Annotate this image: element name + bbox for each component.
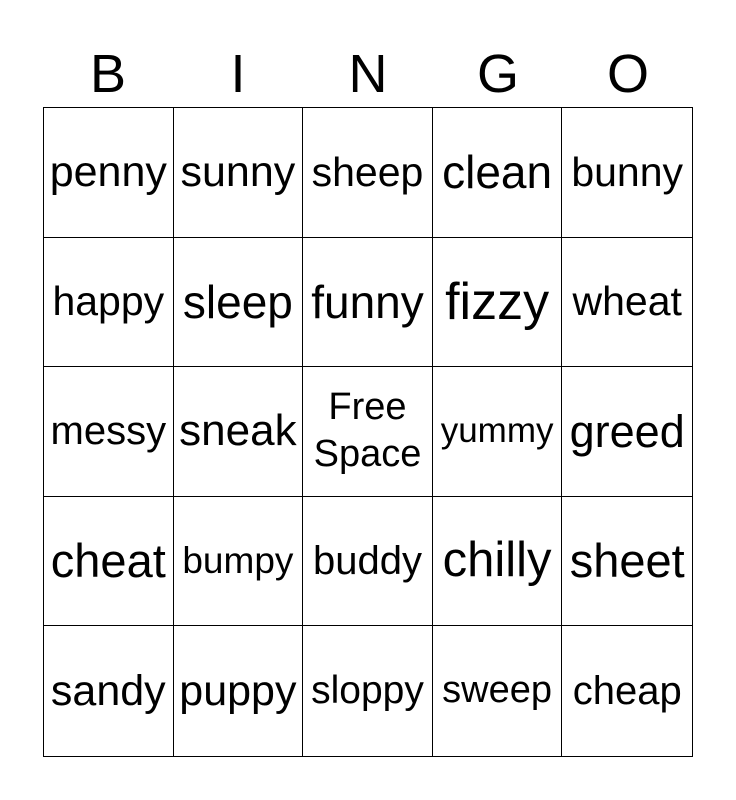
bingo-cell[interactable]: yummy xyxy=(433,367,563,497)
bingo-cell[interactable]: happy xyxy=(44,238,174,368)
bingo-cell[interactable]: sloppy xyxy=(303,626,433,756)
header-letter-b: B xyxy=(89,44,127,104)
bingo-cell[interactable]: clean xyxy=(433,108,563,238)
bingo-cell[interactable]: sweep xyxy=(433,626,563,756)
bingo-board xyxy=(43,107,693,757)
bingo-cell[interactable]: messy xyxy=(44,367,174,497)
bingo-cell[interactable]: sleep xyxy=(174,238,304,368)
bingo-cell[interactable]: buddy xyxy=(303,497,433,627)
bingo-cell[interactable]: funny xyxy=(303,238,433,368)
bingo-cell[interactable]: fizzy xyxy=(433,238,563,368)
bingo-cell[interactable]: wheat xyxy=(562,238,692,368)
header-letter-n: N xyxy=(348,44,388,104)
header-letter-i: I xyxy=(230,44,246,104)
header-letter-g: G xyxy=(476,44,519,104)
bingo-cell[interactable]: puppy xyxy=(174,626,304,756)
bingo-cell[interactable]: chilly xyxy=(433,497,563,627)
bingo-cell[interactable]: sheep xyxy=(303,108,433,238)
bingo-cell[interactable]: cheat xyxy=(44,497,174,627)
bingo-cell-free-space[interactable]: Free Space xyxy=(303,367,433,497)
bingo-cell[interactable]: bumpy xyxy=(174,497,304,627)
bingo-cell[interactable]: sandy xyxy=(44,626,174,756)
bingo-cell[interactable]: greed xyxy=(562,367,692,497)
bingo-cell[interactable]: sunny xyxy=(174,108,304,238)
bingo-cell[interactable]: cheap xyxy=(572,669,682,714)
bingo-cell[interactable]: sneak xyxy=(174,367,304,497)
bingo-cell[interactable]: sheet xyxy=(562,497,692,627)
header-letter-o: O xyxy=(606,44,649,104)
bingo-header xyxy=(43,40,693,108)
bingo-cell[interactable]: bunny xyxy=(562,108,692,238)
bingo-cell[interactable]: penny xyxy=(44,108,174,238)
